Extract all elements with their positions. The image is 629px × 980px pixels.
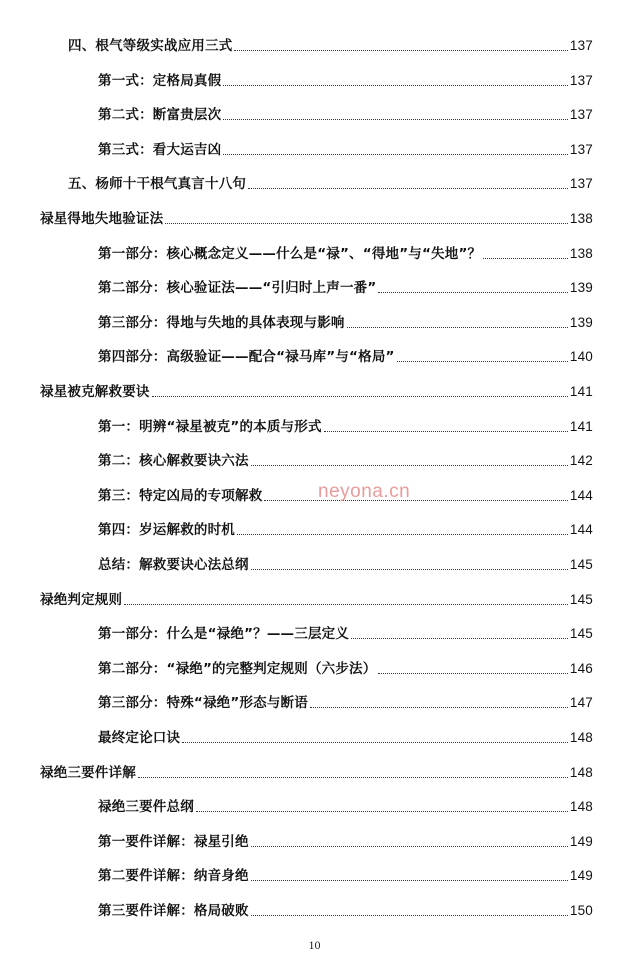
toc-entry-title: 四、根气等级实战应用三式 (68, 38, 233, 54)
toc-entry-title: 禄绝判定规则 (40, 592, 123, 608)
toc-entry-title: 第三式：看大运吉凶 (98, 142, 222, 158)
toc-entry-title: 第四：岁运解救的时机 (98, 522, 235, 538)
toc-entry[interactable] (98, 243, 593, 265)
page-number: 10 (308, 938, 321, 952)
toc-entry-title: 禄绝三要件详解 (40, 765, 136, 781)
toc-entry[interactable] (98, 450, 593, 472)
toc-entry-page: 148 (569, 799, 593, 814)
toc-entry-title: 第一部分：核心概念定义——什么是“禄”、“得地”与“失地”？ (98, 246, 482, 262)
toc-leader-dots (347, 326, 568, 328)
toc-entry-page: 138 (569, 246, 593, 261)
toc-entry-title: 最终定论口诀 (98, 730, 181, 746)
toc-entry[interactable] (98, 416, 593, 438)
toc-entry-page: 142 (569, 453, 593, 468)
toc-entry-page: 150 (569, 903, 593, 918)
toc-leader-dots (397, 360, 568, 362)
toc-entry-page: 141 (569, 419, 593, 434)
toc-entry[interactable] (68, 173, 593, 195)
toc-entry[interactable] (68, 35, 593, 57)
toc-leader-dots (378, 291, 567, 293)
toc-leader-dots (138, 776, 568, 778)
toc-entry-page: 138 (569, 211, 593, 226)
toc-entry[interactable] (98, 727, 593, 749)
toc-entry-page: 149 (569, 868, 593, 883)
toc-entry[interactable] (98, 623, 593, 645)
toc-leader-dots (310, 706, 568, 708)
toc-leader-dots (223, 118, 568, 120)
toc-entry-page: 139 (569, 315, 593, 330)
toc-entry-page: 139 (569, 280, 593, 295)
toc-entry-title: 第三：特定凶局的专项解救 (98, 488, 263, 504)
toc-leader-dots (165, 222, 568, 224)
toc-leader-dots (378, 672, 567, 674)
toc-entry-page: 144 (569, 488, 593, 503)
toc-leader-dots (324, 430, 568, 432)
toc-entry[interactable] (98, 658, 593, 680)
toc-entry-page: 137 (569, 176, 593, 191)
toc-entry-title: 禄星得地失地验证法 (40, 211, 164, 227)
toc-entry-title: 第二要件详解：纳音身绝 (98, 868, 249, 884)
toc-entry-title: 总结：解救要诀心法总纲 (98, 557, 249, 573)
toc-entry-title: 第四部分：高级验证——配合“禄马库”与“格局” (98, 349, 395, 365)
toc-leader-dots (196, 810, 568, 812)
toc-entry-title: 第二：核心解救要诀六法 (98, 453, 249, 469)
toc-entry-page: 137 (569, 142, 593, 157)
toc-entry[interactable] (98, 312, 593, 334)
toc-leader-dots (251, 845, 568, 847)
toc-entry-page: 140 (569, 349, 593, 364)
toc-entry-title: 第一式：定格局真假 (98, 73, 222, 89)
toc-leader-dots (234, 49, 567, 51)
toc-entry-page: 137 (569, 107, 593, 122)
toc-entry[interactable] (98, 554, 593, 576)
toc-entry[interactable] (98, 796, 593, 818)
toc-entry[interactable] (98, 900, 593, 922)
toc-entry[interactable] (98, 519, 593, 541)
toc-leader-dots (251, 914, 568, 916)
toc-entry-page: 137 (569, 38, 593, 53)
toc-entry-page: 148 (569, 730, 593, 745)
toc-leader-dots (223, 153, 568, 155)
toc-entry-title: 禄绝三要件总纲 (98, 799, 194, 815)
toc-entry-page: 145 (569, 626, 593, 641)
toc-entry[interactable] (98, 692, 593, 714)
toc-entry-title: 第一部分：什么是“禄绝”？——三层定义 (98, 626, 350, 642)
toc-entry[interactable] (98, 865, 593, 887)
toc-entry-page: 137 (569, 73, 593, 88)
toc-leader-dots (223, 84, 568, 86)
toc-entry[interactable] (40, 381, 593, 403)
toc-entry[interactable] (98, 104, 593, 126)
toc-entry-title: 五、杨师十干根气真言十八句 (68, 176, 247, 192)
toc-entry[interactable] (98, 346, 593, 368)
toc-leader-dots (182, 741, 568, 743)
toc-entry-page: 145 (569, 557, 593, 572)
toc-entry-title: 第二部分：“禄绝”的完整判定规则（六步法） (98, 661, 377, 677)
toc-leader-dots (251, 568, 568, 570)
toc-entry-page: 147 (569, 695, 593, 710)
toc-leader-dots (124, 603, 568, 605)
toc-entry-title: 第二式：断富贵层次 (98, 107, 222, 123)
toc-entry-title: 第一要件详解：禄星引绝 (98, 834, 249, 850)
toc-entry-title: 第三要件详解：格局破败 (98, 903, 249, 919)
toc-entry-page: 141 (569, 384, 593, 399)
toc-leader-dots (483, 257, 568, 259)
toc-entry[interactable] (40, 589, 593, 611)
toc-entry-page: 148 (569, 765, 593, 780)
toc-leader-dots (248, 187, 568, 189)
toc-entry-page: 145 (569, 592, 593, 607)
toc-entry-title: 禄星被克解救要诀 (40, 384, 150, 400)
watermark: neyona.cn (318, 481, 411, 502)
toc-leader-dots (251, 464, 568, 466)
toc-leader-dots (264, 499, 567, 501)
toc-entry-title: 第三部分：得地与失地的具体表现与影响 (98, 315, 345, 331)
toc-entry-title: 第二部分：核心验证法——“引归时上声一番” (98, 280, 377, 296)
toc-entry[interactable] (40, 208, 593, 230)
toc-entry[interactable] (98, 277, 593, 299)
toc-leader-dots (251, 879, 568, 881)
toc-entry[interactable] (40, 762, 593, 784)
toc-leader-dots (351, 637, 568, 639)
toc-entry[interactable] (98, 70, 593, 92)
toc-leader-dots (237, 533, 568, 535)
toc-entry-title: 第一：明辨“禄星被克”的本质与形式 (98, 419, 322, 435)
toc-entry[interactable] (98, 831, 593, 853)
toc-entry-title: 第三部分：特殊“禄绝”形态与断语 (98, 695, 308, 711)
toc-entry-page: 146 (569, 661, 593, 676)
toc-leader-dots (152, 395, 568, 397)
toc-entry-page: 149 (569, 834, 593, 849)
toc-entry[interactable] (98, 139, 593, 161)
toc-entry-page: 144 (569, 522, 593, 537)
